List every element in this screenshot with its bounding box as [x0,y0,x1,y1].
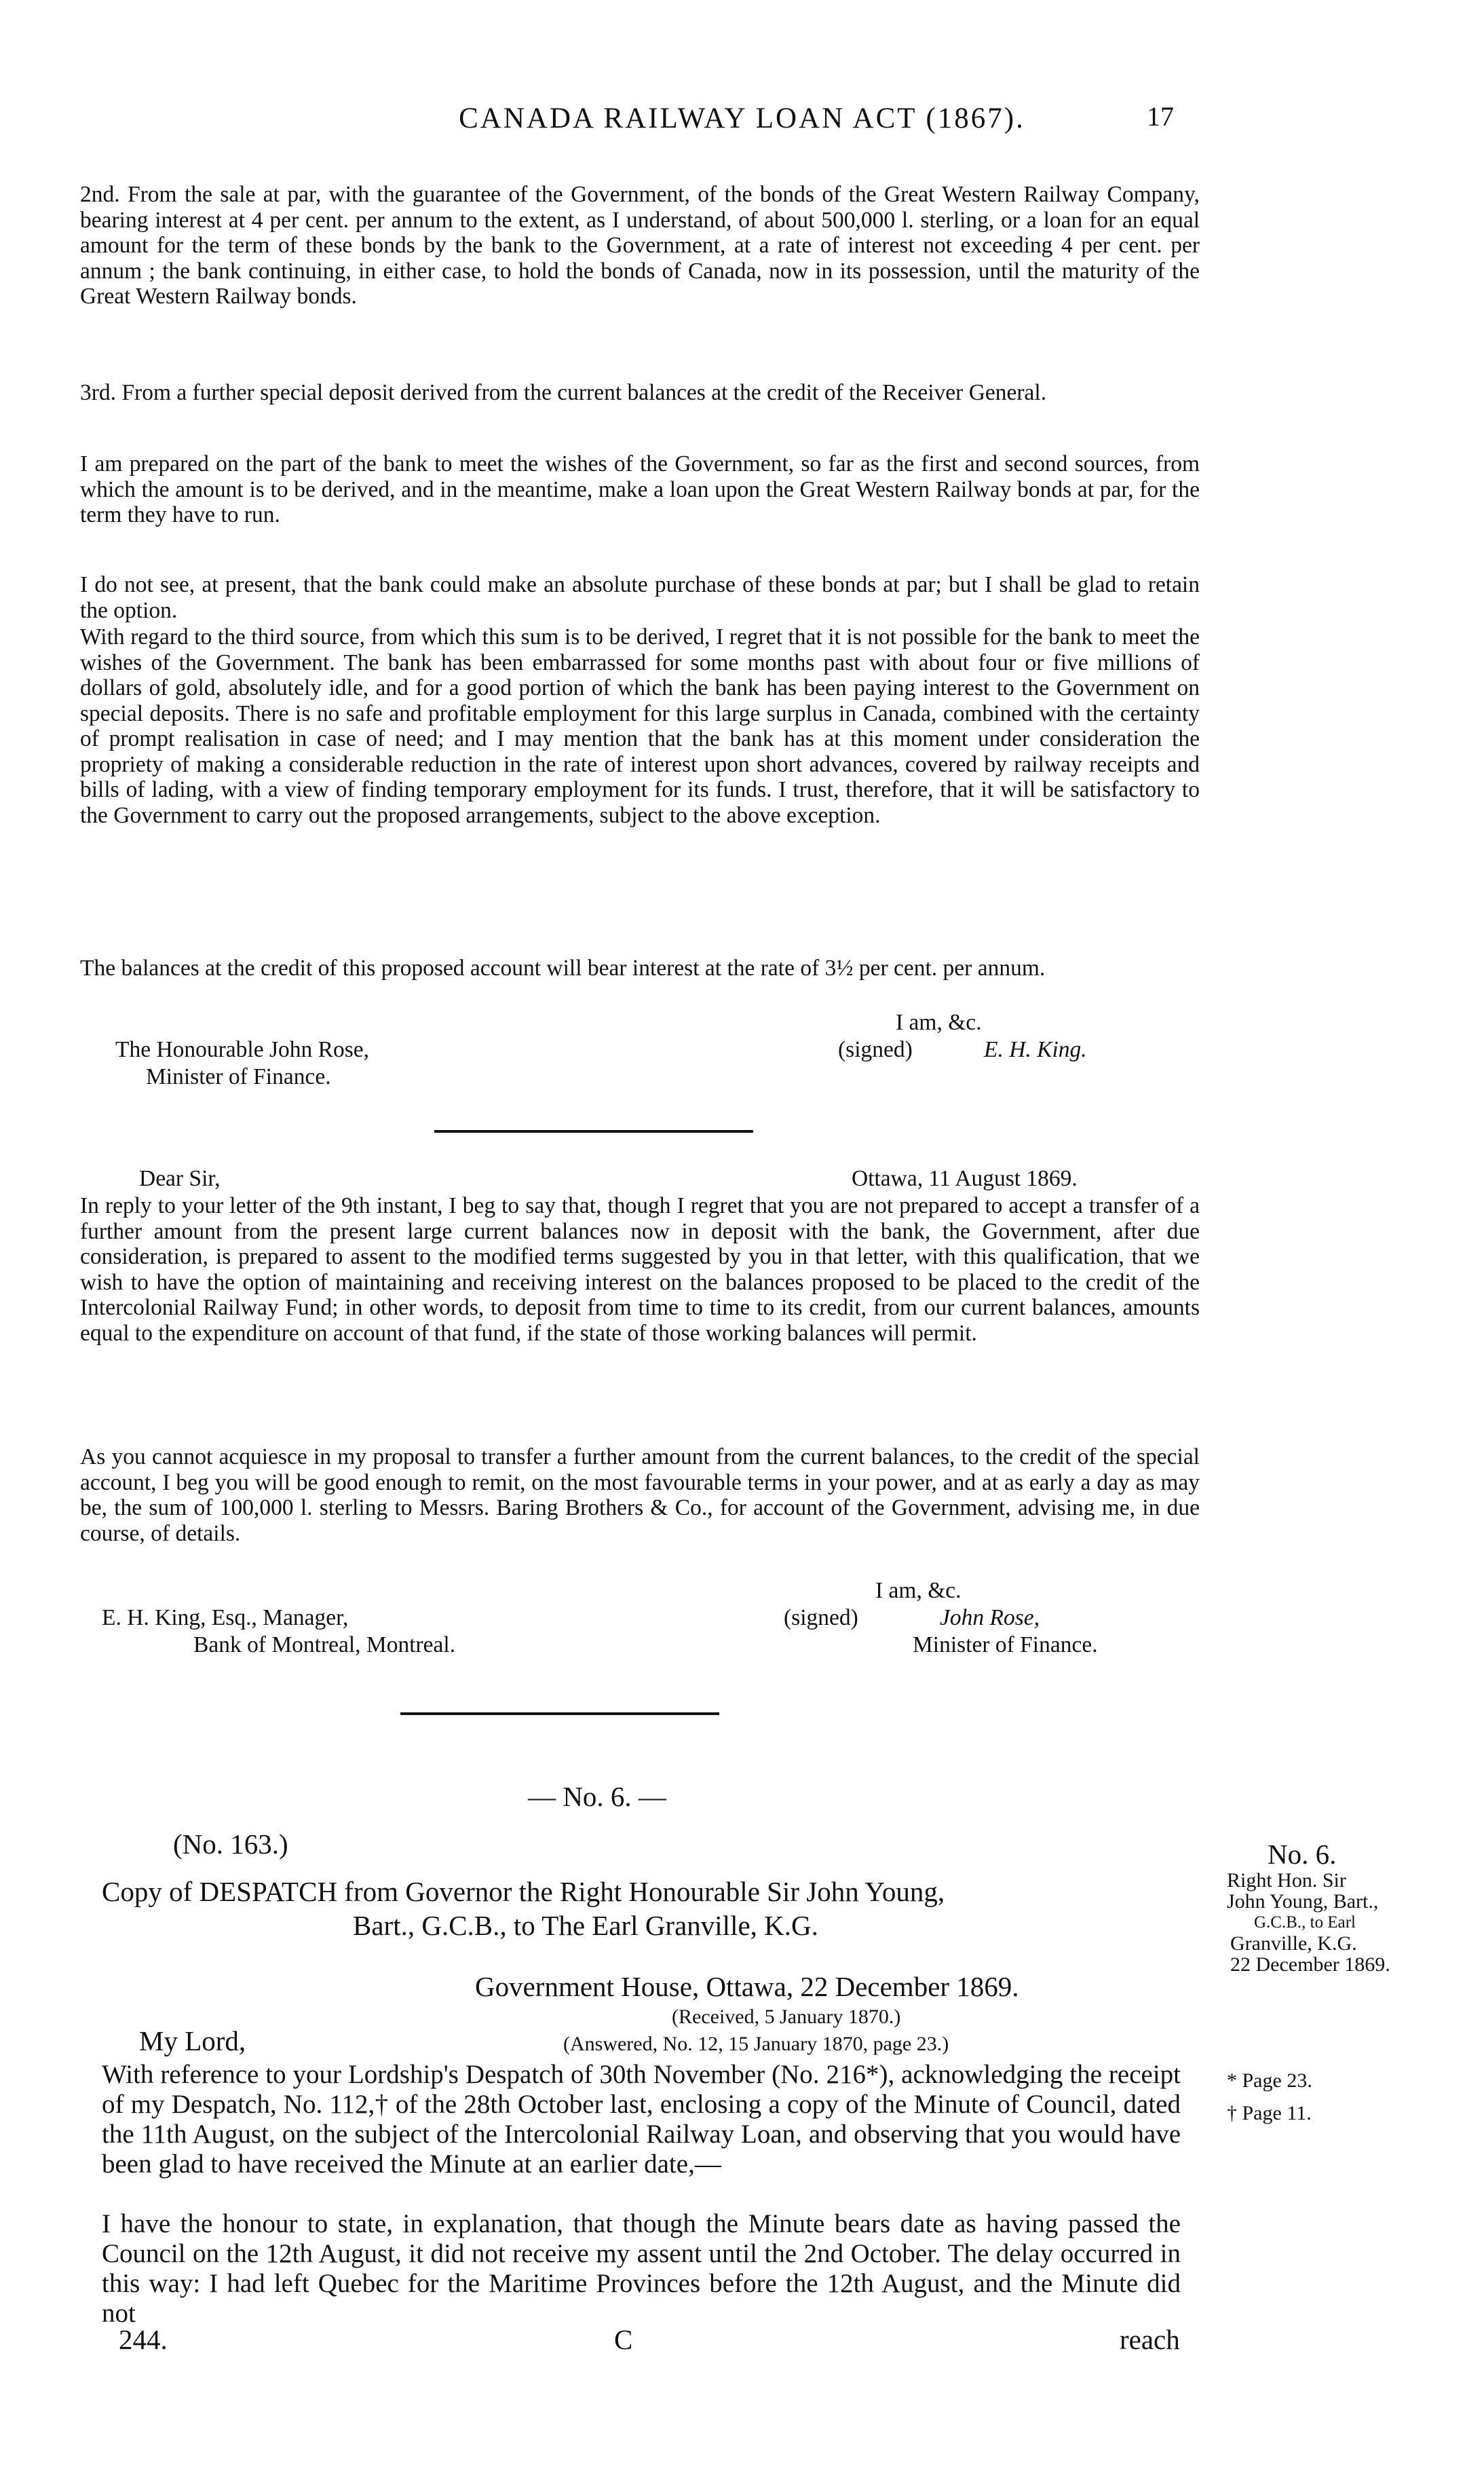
letter1-paragraph-6: The balances at the credit of this proposed account will bear interest at the rate of 3½ per cent. per annum. [80,956,1046,981]
margin-note-number: No. 6. [1268,1839,1337,1870]
despatch-answered: (Answered, No. 12, 15 January 1870, page 23.) [563,2033,949,2055]
despatch-salutation: My Lord, [139,2025,246,2056]
letter1-signed: (signed) [838,1037,913,1062]
despatch-received: (Received, 5 January 1870.) [672,2006,901,2028]
letter1-closing: I am, &c. [896,1010,982,1035]
margin-ref-1: * Page 23. [1227,2069,1312,2092]
despatch-title-line1: Copy of DESPATCH from Governor the Right Honourable Sir John Young, [102,1876,945,1907]
letter1-paragraph-5: With regard to the third source, from which this sum is to be derived, I regret that it is not possible for the bank to meet the wishes of the Government. The bank has been embarrassed for some months past with about four or five millions of dollars of gold, absolutely idle, and for a good portion of which the bank has been paying interest to the Government on special deposits. There is no safe and profitable employment for this large surplus in Canada, combined with the certainty of prompt realisation in case of need; and I may mention that the bank has at this moment under consideration the propriety of making a considerable reduction in the rate of interest upon short advances, covered by railway receipts and bills of lading, with a view of finding temporary employment for its funds. I trust, therefore, that it will be satisfactory to the Government to carry out the proposed arrangements, subject to the above exception. [80,624,1200,828]
letter2-signer: John Rose, [940,1605,1040,1630]
letter1-addressee-line1: The Honourable John Rose, [115,1037,370,1062]
letter1-paragraph-3: I am prepared on the part of the bank to meet the wishes of the Government, so far as the first and second sources, from which the amount is to be derived, and in the meantime, make a loan upon the Great Western Railway bonds at par, for the term they have to run. [80,451,1200,527]
letter1-paragraph-1: 2nd. From the sale at par, with the guarantee of the Government, of the bonds of the Great Western Railway Company, bearing interest at 4 per cent. per annum to the extent, as I understand, of about 500,000 l. sterling, or a loan for an equal amount for the term of these bonds by the bank to the Government, at a rate of interest not exceeding 4 per cent. per annum ; the bank continuing, in either case, to hold the bonds of Canada, now in its possession, until the maturity of the Great Western Railway bonds. [80,182,1200,309]
letter2-paragraph-1: In reply to your letter of the 9th instant, I beg to say that, though I regret that you are not prepared to accept a transfer of a further amount from the present large current balances now in deposit with the bank, the Government, after due consideration, is prepared to assent to the modified terms suggested by you in that letter, with this qualification, that we wish to have the option of maintaining and receiving interest on the balances proposed to be placed to the credit of the Intercolonial Railway Fund; in other words, to deposit from time to time to its credit, from our current balances, amounts equal to the expenditure on account of that fund, if the state of those working balances will permit. [80,1193,1200,1346]
despatch-paragraph-2: I have the honour to state, in explanation, that though the Minute bears date as having passed the Council on the 12th August, it did not receive my assent until the 2nd October. The delay occurred in this way: I had left Quebec for the Maritime Provinces before the 12th August, and the Minute did not [102,2209,1181,2328]
margin-note-line: 22 December 1869. [1230,1953,1390,1976]
letter1-paragraph-4: I do not see, at present, that the bank could make an absolute purchase of these bonds at par; but I shall be glad to retain the option. [80,572,1200,623]
section-heading: — No. 6. — [528,1781,666,1812]
letter2-signed: (signed) [784,1605,858,1630]
margin-note [1227,1839,1478,1975]
letter1-paragraph-2: 3rd. From a further special deposit derived from the current balances at the credit of the Receiver General. [80,380,1047,405]
letter2-paragraph-2: As you cannot acquiesce in my proposal to transfer a further amount from the current balances, to the credit of the special account, I beg you will be good enough to remit, on the most favourable terms in your power, and at as early a day as may be, the sum of 100,000 l. sterling to Messrs. Baring Brothers & Co., for account of the Government, advising me, in due course, of details. [80,1444,1200,1546]
margin-note-line: John Young, Bart., [1227,1890,1379,1913]
divider-rule-1 [434,1130,753,1133]
footer-catchword: reach [1120,2324,1180,2355]
margin-ref-2: † Page 11. [1227,2102,1312,2124]
letter2-place-date: Ottawa, 11 August 1869. [852,1166,1078,1191]
page-number: 17 [1147,101,1174,132]
letter2-salutation: Dear Sir, [139,1166,221,1191]
margin-note-line: Granville, K.G. [1230,1932,1357,1955]
footer-print-number: 244. [119,2324,168,2355]
margin-note-line: G.C.B., to Earl [1254,1913,1356,1932]
letter2-addressee-line1: E. H. King, Esq., Manager, [102,1605,349,1630]
footer-signature-mark: C [614,2324,633,2355]
despatch-place-date: Government House, Ottawa, 22 December 1869. [475,1971,1019,2002]
margin-note-line: Right Hon. Sir [1227,1869,1346,1892]
letter1-addressee-line2: Minister of Finance. [146,1064,331,1089]
despatch-number: (No. 163.) [173,1828,288,1860]
despatch-paragraph-1: With reference to your Lordship's Despatch of 30th November (No. 216*), acknowledging the receipt of my Despatch, No. 112,† of the 28th October last, enclosing a copy of the Minute of Council, dated the 11th August, on the subject of the Intercolonial Railway Loan, and observing that you would have been glad to have received the Minute at an earlier date,— [102,2060,1181,2179]
running-title: CANADA RAILWAY LOAN ACT (1867). [459,102,1025,134]
letter2-closing: I am, &c. [875,1578,962,1603]
letter1-signer: E. H. King. [984,1037,1087,1062]
despatch-title-line2: Bart., G.C.B., to The Earl Granville, K.G. [353,1910,818,1941]
letter2-signer-title: Minister of Finance. [913,1632,1098,1657]
divider-rule-2 [400,1712,719,1715]
letter2-addressee-line2: Bank of Montreal, Montreal. [193,1632,456,1657]
